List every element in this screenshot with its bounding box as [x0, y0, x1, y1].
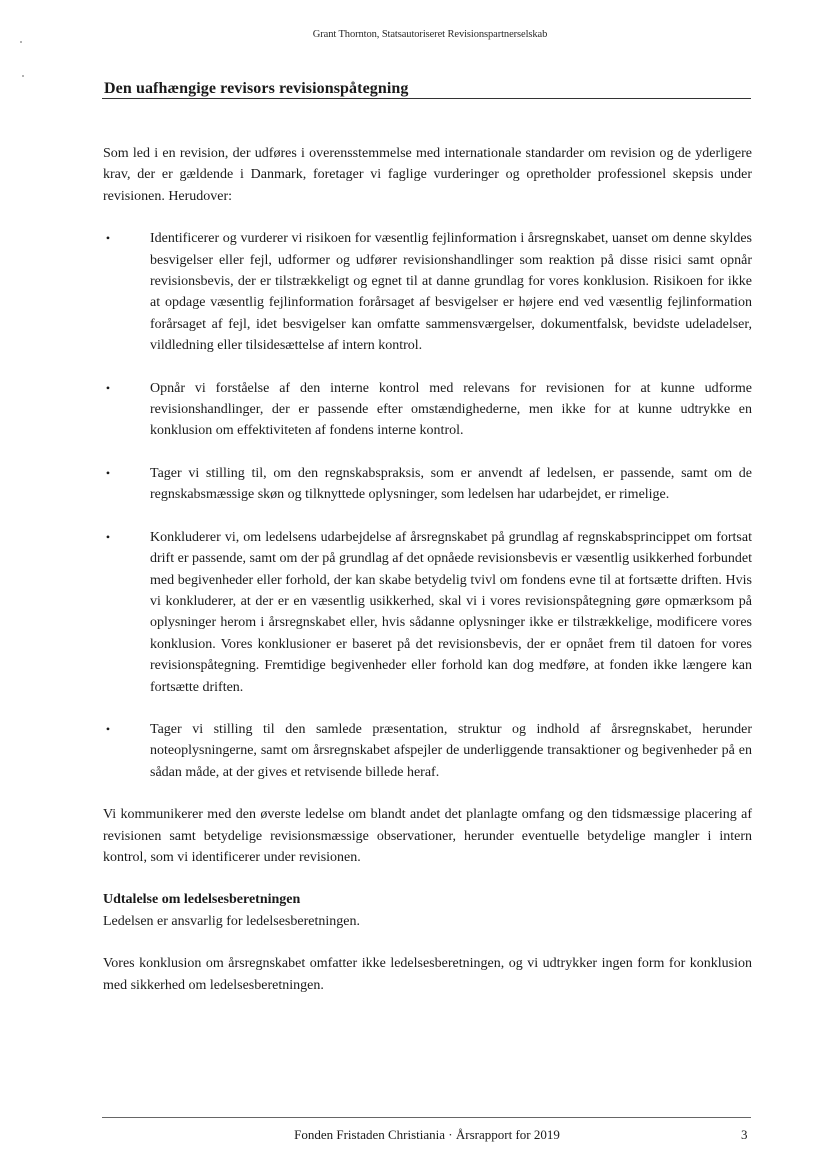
list-item [103, 719, 752, 783]
management-report-heading: Udtalelse om ledelsesberetningen [103, 892, 301, 908]
list-item-text: Identificerer og vurderer vi risikoen for væsentlig fejlinformation i årsregnskabet, uanset om denne skyldes besvigelser eller fejl, udformer og udfører revisionshandlinger som reaktion på disse risici samt opnår revisionsbevis, der er tilstrækkeligt og egnet til at danne grundlag for vores konklusion. Risikoen for ikke at opdage væsentlig fejlinformation forårsaget af besvigelser er højere end ved væsentlig fejlinformation forårsaget af fejl, idet besvigelser kan omfatte sammensværgelser, dokumentfalsk, bevidste udeladelser, vildledning eller tilsidesættelse af intern kontrol. [150, 231, 752, 354]
bullet-icon: • [105, 231, 111, 246]
page-header: Grant Thornton, Statsautoriseret Revisionspartnerselskab [312, 29, 548, 40]
bullet-icon: • [105, 721, 111, 736]
footer-divider [102, 1117, 751, 1118]
intro-paragraph: Som led i en revision, der udføres i overensstemmelse med internationale standarder om revision og de yderligere krav, der er gældende i Danmark, foretager vi faglige vurderinger og opretholder professionel skepsis under revisionen. Herudover: [103, 146, 752, 204]
management-report-conclusion-paragraph: Vores konklusion om årsregnskabet omfatter ikke ledelsesberetningen, og vi udtrykker ingen form for konklusion med sikkerhed om ledelsesberetningen. [103, 956, 752, 993]
page-title: Den uafhængige revisors revisionspåtegning [104, 80, 409, 97]
audit-procedures-list [103, 228, 752, 783]
report-body [103, 143, 752, 1017]
scan-speck [20, 41, 22, 43]
list-item [103, 228, 752, 356]
bullet-icon: • [105, 465, 111, 480]
scan-speck [22, 75, 24, 77]
page-number: 3 [741, 1127, 748, 1142]
list-item-text: Konkluderer vi, om ledelsens udarbejdelse af årsregnskabet på grundlag af regnskabsprincippet om fortsat drift er passende, samt om der på grundlag af det opnåede revisionsbevis er væsentlig usikkerhed forbundet med begivenheder eller forhold, der kan skabe betydelig tvivl om fondens evne til at fortsætte driften. Hvis vi konkluderer, at der er en væsentlig usikkerhed, skal vi i vores revisionspåtegning gøre opmærksom på oplysninger herom i årsregnskabet eller, hvis sådanne oplysninger ikke er tilstrækkelige, modificere vores konklusion. Vores konklusioner er baseret på det revisionsbevis, der er opnået frem til datoen for vores revisionspåtegning. Fremtidige begivenheder eller forhold kan dog medføre, at fonden ikke længere kan fortsætte driften. [150, 529, 752, 695]
list-item-text: Tager vi stilling til den samlede præsentation, struktur og indhold af årsregnskabet, herunder noteoplysningerne, samt om årsregnskabet afspejler de underliggende transaktioner og begivenheder på en sådan måde, at der gives et retvisende billede heraf. [150, 721, 752, 780]
communication-paragraph: Vi kommunikerer med den øverste ledelse om blandt andet det planlagte omfang og den tidsmæssige placering af revisionen samt betydelige revisionsmæssige observationer, herunder eventuelle betydelige mangler i intern kontrol, som vi identificerer under revisionen. [103, 807, 752, 865]
bullet-icon: • [105, 529, 111, 544]
title-underline [102, 98, 751, 99]
list-item [103, 378, 752, 442]
footer-publication: Fonden Fristaden Christiania · Årsrapport for 2019 [294, 1127, 560, 1142]
management-responsibility-paragraph: Ledelsen er ansvarlig for ledelsesberetningen. [103, 913, 360, 929]
list-item [103, 463, 752, 506]
list-item [103, 527, 752, 698]
bullet-icon: • [105, 380, 111, 395]
list-item-text: Tager vi stilling til, om den regnskabspraksis, som er anvendt af ledelsen, er passende, samt om de regnskabsmæssige skøn og tilknyttede oplysninger, som ledelsen har udarbejdet, er rimelige. [150, 465, 752, 503]
list-item-text: Opnår vi forståelse af den interne kontrol med relevans for revisionen for at kunne udforme revisionshandlinger, der er passende efter omstændighederne, men ikke for at kunne udtrykke en konklusion om effektiviteten af fondens interne kontrol. [150, 380, 752, 439]
